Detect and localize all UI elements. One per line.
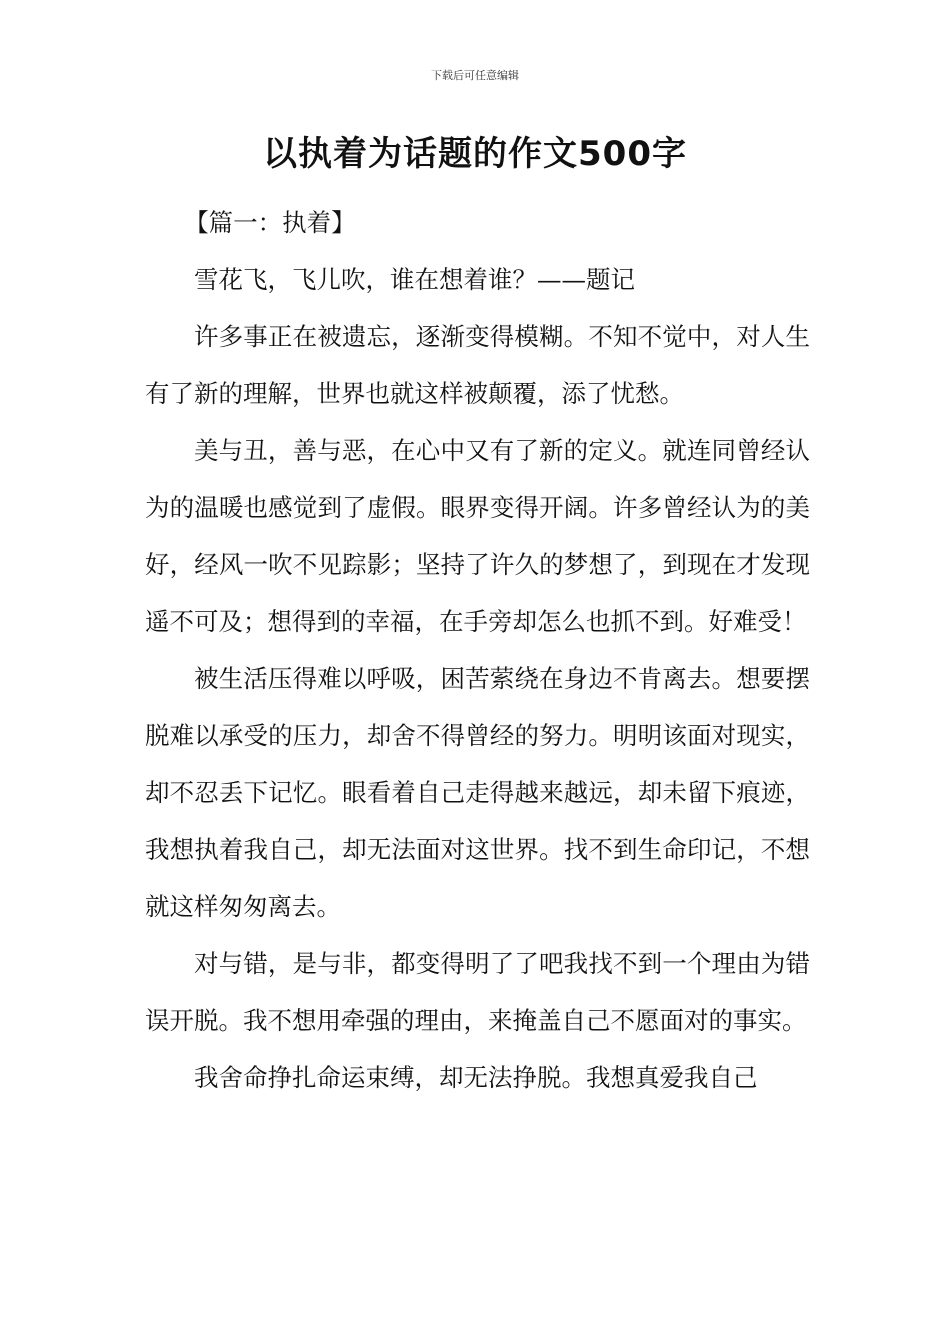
paragraph: 对与错，是与非，都变得明了了吧我找不到一个理由为错误开脱。我不想用牵强的理由，来掩盖自己不愿面对的事实。 — [145, 949, 810, 1035]
paragraph: 我舍命挣扎命运束缚，却无法挣脱。我想真爱我自己 — [194, 1063, 758, 1092]
page-header-note: 下载后可任意编辑 — [431, 69, 519, 82]
document-body — [145, 194, 810, 1106]
paragraph: 美与丑，善与恶，在心中又有了新的定义。就连同曾经认为的温暖也感觉到了虚假。眼界变得开阔。许多曾经认为的美好，经风一吹不见踪影；坚持了许久的梦想了，到现在才发现遥不可及；想得到的幸福，在手旁却怎么也抓不到。好难受！ — [145, 436, 810, 636]
paragraph-epigraph: 雪花飞，飞儿吹，谁在想着谁？——题记 — [194, 265, 635, 294]
section-heading: 【篇一：执着】 — [184, 208, 356, 237]
paragraph: 许多事正在被遗忘，逐渐变得模糊。不知不觉中，对人生有了新的理解，世界也就这样被颠覆，添了忧愁。 — [145, 322, 810, 408]
document-title: 以执着为话题的作文500字 — [263, 134, 687, 174]
paragraph: 被生活压得难以呼吸，困苦萦绕在身边不肯离去。想要摆脱难以承受的压力，却舍不得曾经的努力。明明该面对现实，却不忍丢下记忆。眼看着自己走得越来越远，却未留下痕迹，我想执着我自己，却无法面对这世界。找不到生命印记，不想就这样匆匆离去。 — [145, 664, 810, 921]
